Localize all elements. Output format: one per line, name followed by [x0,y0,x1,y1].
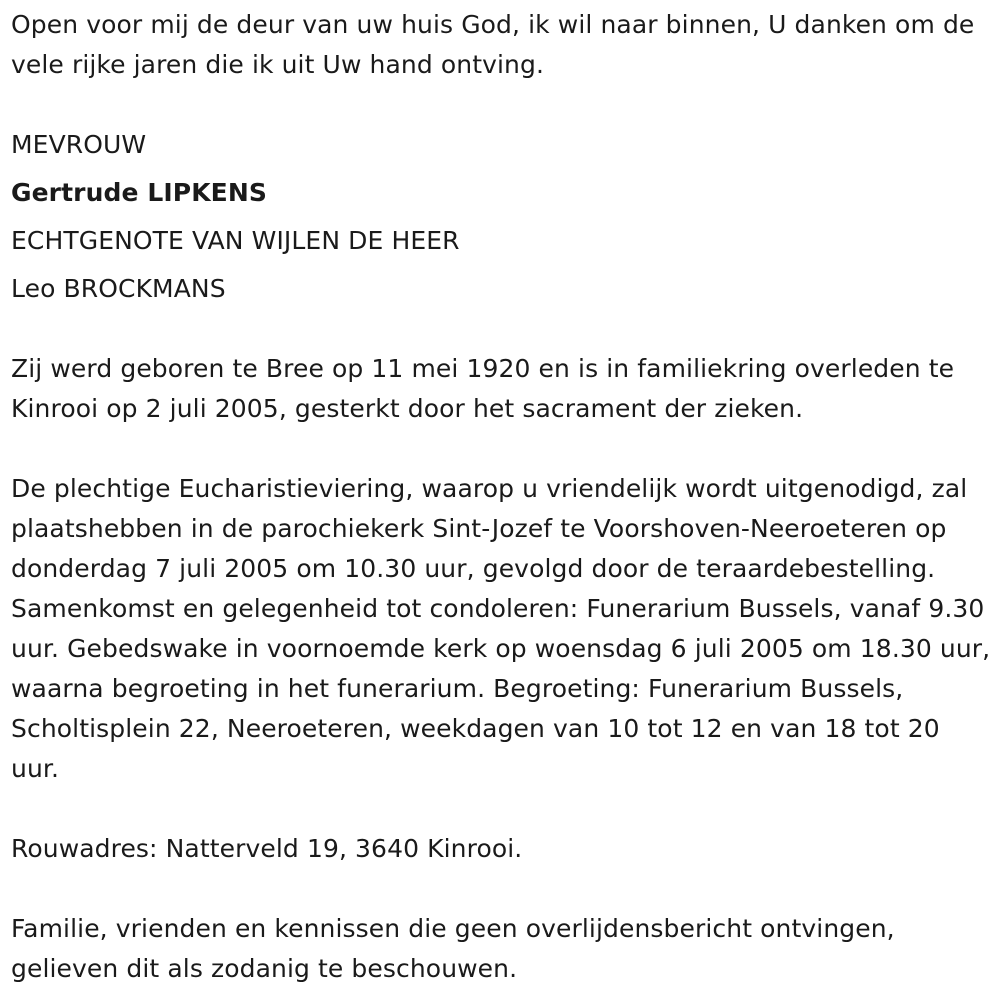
spacer [11,789,991,829]
relation-text: ECHTGENOTE VAN WIJLEN DE HEER [11,226,460,255]
ceremony-paragraph: De plechtige Eucharistieviering, waarop u vriendelijk wordt uitgenodigd, zal plaatshebben in de parochiekerk Sint-Jozef te Voorshoven-Neeroeteren op donderdag 7 juli 2005 om 10.30 uur, gevolgd door de teraardebestelling. Samenkomst en gelegenheid tot condoleren: Funerarium Bussels, vanaf 9.30 uur. Gebedswake in voornoemde kerk op woensdag 6 juli 2005 om 18.30 uur, waarna begroeting in het funerarium. Begroeting: Funerarium Bussels, Scholtisplein 22, Neeroeteren, weekdagen van 10 tot 12 en van 18 tot 20 uur. [11,474,991,783]
spacer [11,429,991,469]
honorific: MEVROUW [11,130,147,159]
closing-note: Familie, vrienden en kennissen die geen overlijdensbericht ontvingen, gelieven dit als zodanig te beschouwen. [11,914,895,983]
birth-death-paragraph: Zij werd geboren te Bree op 11 mei 1920 en is in familiekring overleden te Kinrooi op 2 juli 2005, gesterkt door het sacrament der zieken. [11,354,955,423]
obituary-notice [11,5,991,989]
deceased-block [11,121,991,313]
spouse-name: Leo BROCKMANS [11,274,226,303]
spacer [11,869,991,909]
spacer [11,309,991,349]
verse-text: Open voor mij de deur van uw huis God, ik wil naar binnen, U danken om de vele rijke jaren die ik uit Uw hand ontving. [11,10,975,79]
mourning-address: Rouwadres: Natterveld 19, 3640 Kinrooi. [11,834,523,863]
deceased-name: Gertrude LIPKENS [11,178,267,207]
spacer [11,85,991,125]
